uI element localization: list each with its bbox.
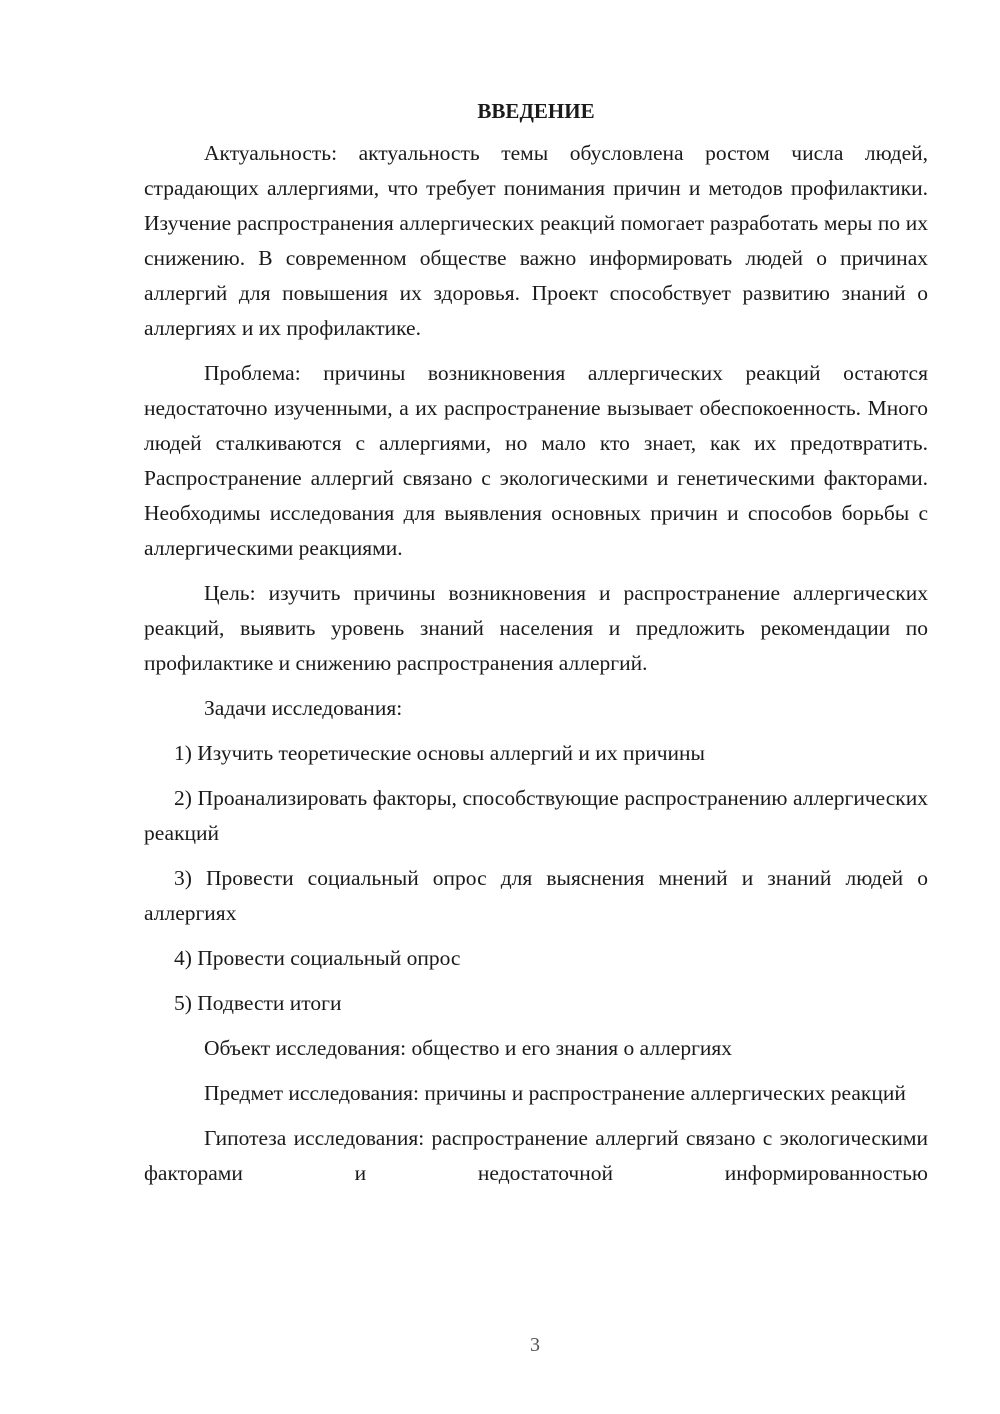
subject-paragraph: Предмет исследования: причины и распространение аллергических реакций [204, 1081, 906, 1105]
page-number: 3 [530, 1334, 540, 1356]
problem-paragraph: Проблема: причины возникновения аллергических реакций остаются недостаточно изученными, а их распространение вызывает обеспокоенность. Много людей сталкиваются с аллергиями, но мало кто знает, как их предотвратить. Распространение аллергий связано с экологическими и генетическими факторами. Необходимы исследования для выявления основных причин и способов борьбы с аллергическими реакциями. [144, 361, 928, 560]
task-item: 1) Изучить теоретические основы аллергий и их причины [174, 741, 705, 765]
task-item: 4) Провести социальный опрос [174, 946, 461, 970]
object-paragraph: Объект исследования: общество и его знания о аллергиях [204, 1036, 733, 1060]
task-item: 3) Провести социальный опрос для выяснения мнений и знаний людей о аллергиях [144, 866, 928, 925]
document-page [144, 94, 928, 1201]
section-title: ВВЕДЕНИЕ [477, 99, 595, 123]
goal-paragraph: Цель: изучить причины возникновения и распространение аллергических реакций, выявить уровень знаний населения и предложить рекомендации по профилактике и снижению распространения аллергий. [144, 581, 928, 675]
relevance-paragraph: Актуальность: актуальность темы обусловлена ростом числа людей, страдающих аллергиями, что требует понимания причин и методов профилактики. Изучение распространения аллергических реакций помогает разработать меры по их снижению. В современном обществе важно информировать людей о причинах аллергий для повышения их здоровья. Проект способствует развитию знаний о аллергиях и их профилактике. [144, 141, 928, 340]
hypothesis-paragraph: Гипотеза исследования: распространение аллергий связано с экологическими факторами и недостаточной информированностью [144, 1126, 928, 1185]
task-item: 2) Проанализировать факторы, способствующие распространению аллергических реакций [144, 786, 928, 845]
task-item: 5) Подвести итоги [174, 991, 342, 1015]
tasks-heading: Задачи исследования: [204, 696, 403, 720]
